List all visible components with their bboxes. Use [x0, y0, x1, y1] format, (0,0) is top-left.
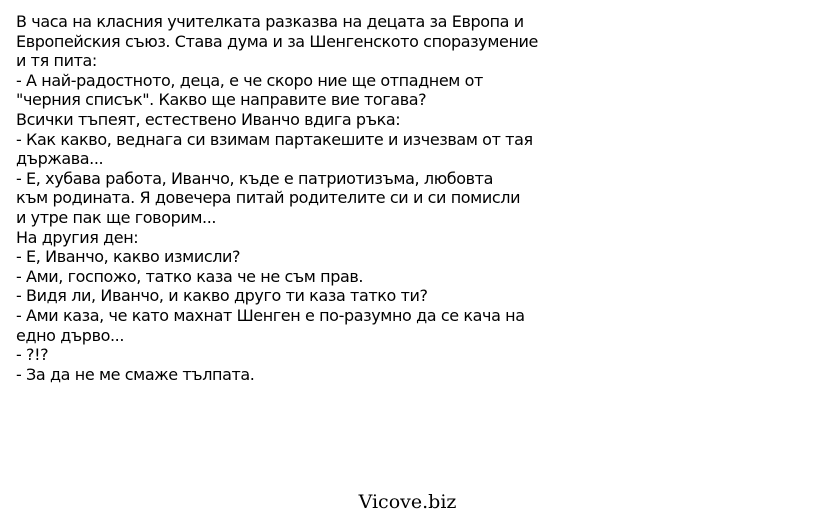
joke-line: държава... [16, 149, 104, 169]
joke-line: Европейския съюз. Става дума и за Шенгенското споразумение [16, 31, 538, 51]
joke-line: - Видя ли, Иванчо, и какво друго ти каза татко ти? [16, 286, 428, 306]
joke-text [16, 12, 596, 384]
joke-line: Всички тъпеят, естествено Иванчо вдига ръка: [16, 109, 401, 129]
joke-line: едно дърво... [16, 325, 125, 345]
joke-line: и утре пак ще говорим... [16, 207, 217, 227]
joke-line: В часа на класния учителката разказва на децата за Европа и [16, 12, 524, 31]
joke-line: - Как какво, веднага си взимам партакешите и изчезвам от тая [16, 129, 533, 149]
joke-line: към родината. Я довечера питай родителите си и си помисли [16, 188, 521, 208]
joke-line: - Е, Иванчо, какво измисли? [16, 247, 241, 267]
joke-line: - Ами, госпожо, татко каза че не съм прав. [16, 266, 364, 286]
site-watermark: Vicove.biz [358, 491, 457, 513]
joke-line: На другия ден: [16, 227, 139, 247]
joke-line: - Е, хубава работа, Иванчо, къде е патриотизъма, любовта [16, 168, 493, 188]
joke-line: - А най-радостното, деца, е че скоро ние ще отпаднем от [16, 70, 483, 90]
joke-line: - ?!? [16, 345, 49, 365]
joke-line: "черния списък". Какво ще направите вие тогава? [16, 90, 427, 110]
joke-line: - Ами каза, че като махнат Шенген е по-разумно да се кача на [16, 305, 525, 325]
joke-line: - За да не ме смаже тълпата. [16, 364, 255, 384]
joke-line: и тя пита: [16, 51, 97, 71]
